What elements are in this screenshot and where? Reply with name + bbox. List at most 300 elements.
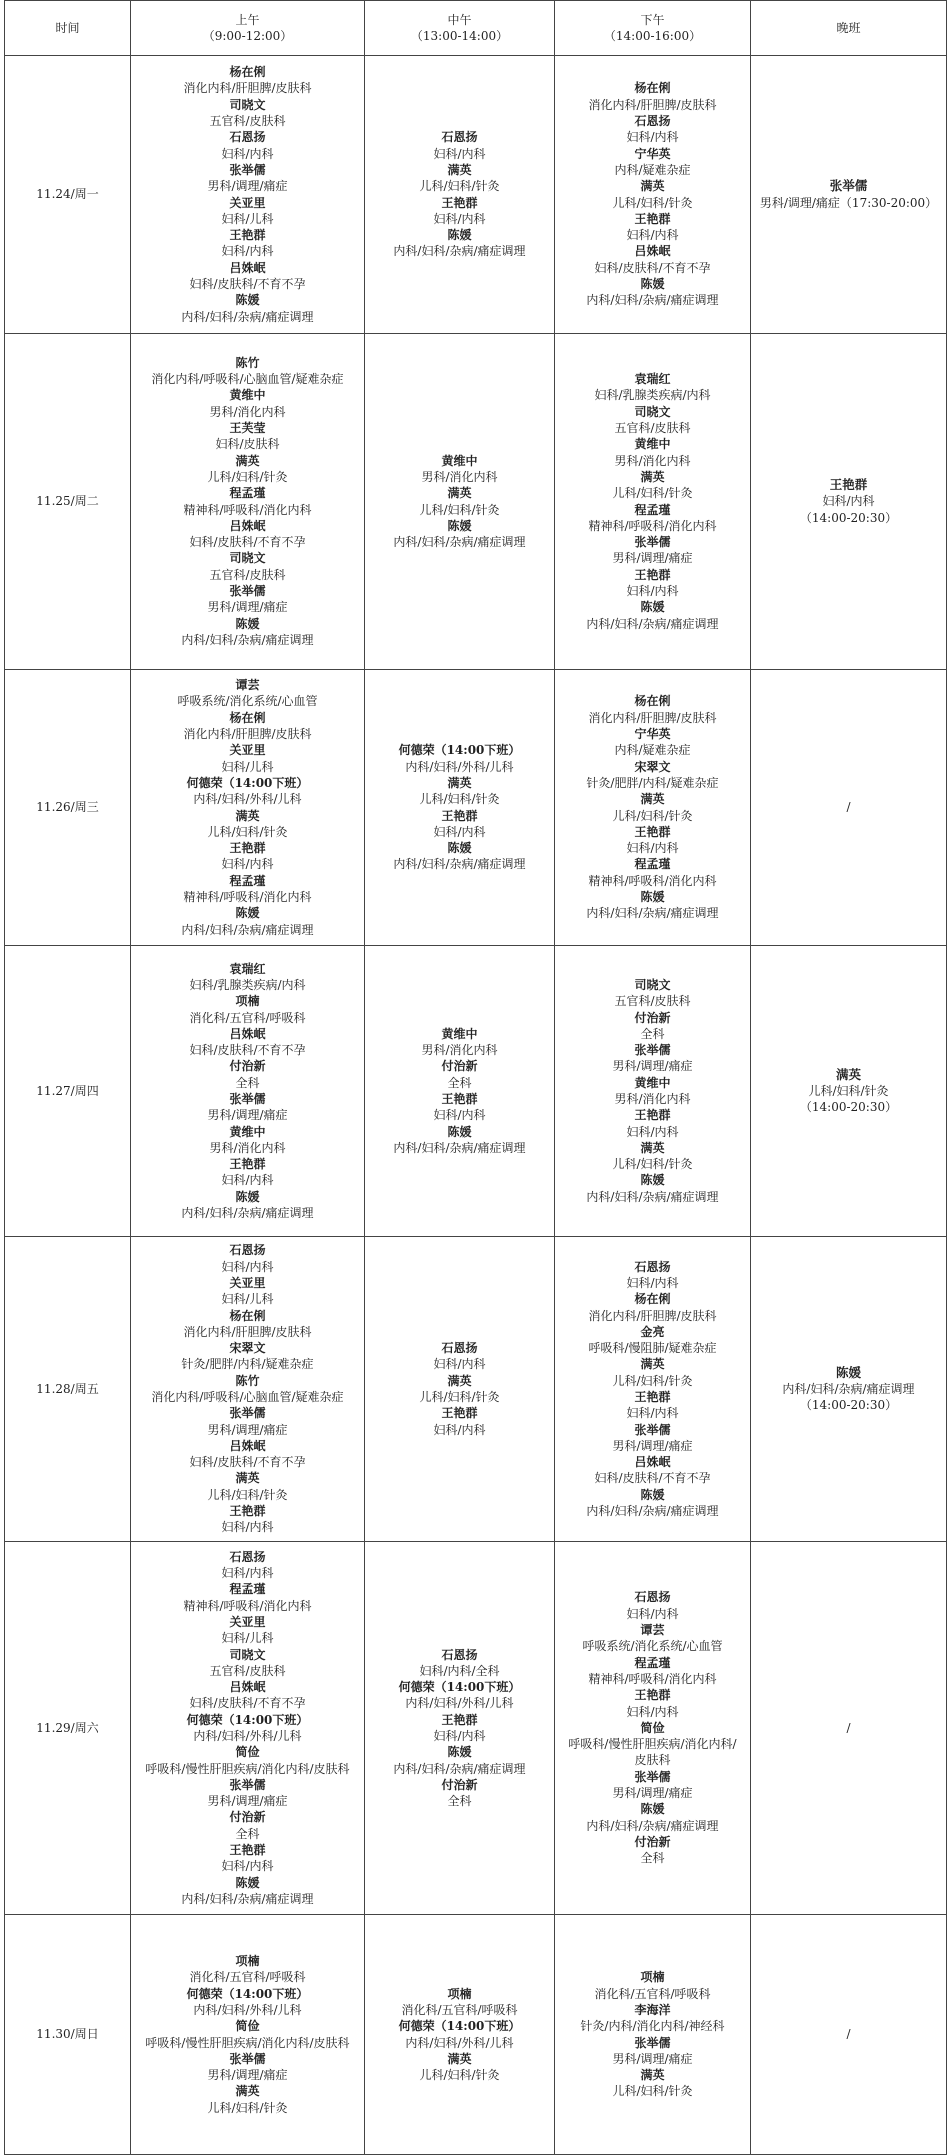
doctor-name: 付治新 — [441, 1777, 478, 1792]
doctor-dept: 妇科/内科 — [433, 1108, 486, 1123]
header-noon-label: 中午 — [447, 12, 472, 27]
doctor-name: 黄维中 — [229, 388, 266, 403]
doctor-name: 陈媛 — [640, 1802, 665, 1817]
header-am — [131, 1, 365, 56]
doctor-dept: 消化科/五官科/呼吸科 — [189, 1970, 306, 1985]
doctor-name: 吕姝岷 — [229, 518, 266, 533]
doctor-name: 石恩扬 — [229, 1243, 266, 1258]
doctor-dept: 内科/妇科/杂病/痛症调理 — [393, 857, 526, 872]
doctor-name: 吕姝岷 — [634, 1455, 671, 1470]
doctor-dept: 男科/消化内科 — [209, 1140, 286, 1155]
doctor-dept: 精神科/呼吸科/消化内科 — [588, 518, 717, 533]
header-row — [5, 1, 947, 56]
doctor-dept: 消化内科/肝胆脾/皮肤科 — [183, 727, 312, 742]
doctor-name: 满英 — [447, 1373, 472, 1388]
doctor-name: 杨在俐 — [229, 710, 266, 725]
doctor-dept: 妇科/儿科 — [221, 1292, 274, 1307]
doctor-dept: 消化内科/肝胆脾/皮肤科 — [588, 710, 717, 725]
doctor-dept: 消化内科/肝胆脾/皮肤科 — [183, 81, 312, 96]
date-cell — [5, 1915, 131, 2155]
doctor-dept: 儿科/妇科/针灸 — [419, 1390, 500, 1404]
doctor-name: 陈媛 — [640, 600, 665, 615]
doctor-dept: 妇科/内科 — [433, 824, 486, 839]
doctor-name: 王艳群 — [634, 1390, 671, 1404]
doctor-name: 陈媛 — [447, 1124, 472, 1139]
doctor-name: 司晓文 — [229, 551, 266, 566]
eve-cell — [751, 946, 947, 1237]
noon-cell — [365, 1915, 555, 2155]
doctor-name: 司晓文 — [634, 977, 671, 992]
schedule-body — [5, 56, 947, 2155]
header-pm — [555, 1, 751, 56]
doctor-dept: 消化科/五官科/呼吸科 — [189, 1010, 306, 1025]
pm-cell — [555, 56, 751, 334]
doctor-dept: 妇科/儿科 — [221, 759, 274, 774]
doctor-name: 简俭 — [235, 2019, 260, 2034]
doctor-name: 关亚里 — [229, 1275, 266, 1290]
doctor-dept: 儿科/妇科/针灸 — [419, 792, 500, 807]
eve-cell — [751, 1542, 947, 1915]
doctor-name: 张举儒 — [229, 1777, 266, 1792]
doctor-dept: 内科/妇科/杂病/痛症调理 — [181, 1206, 314, 1221]
doctor-name: 吕姝岷 — [229, 260, 266, 275]
doctor-dept: 全科 — [447, 1075, 472, 1090]
doctor-dept: 男科/调理/痛症 — [207, 1794, 288, 1809]
eve-cell — [751, 670, 947, 946]
doctor-name: 王艳群 — [634, 1688, 671, 1703]
doctor-dept: 妇科/皮肤科/不育不孕 — [594, 1471, 711, 1486]
doctor-name: 司晓文 — [229, 1647, 266, 1662]
doctor-name: 吕姝岷 — [229, 1680, 266, 1695]
doctor-dept: 妇科/内科 — [433, 1422, 486, 1437]
date-cell — [5, 1542, 131, 1915]
doctor-name: 张举儒 — [634, 535, 671, 550]
doctor-dept: 儿科/妇科/针灸 — [612, 808, 693, 823]
doctor-dept: 男科/调理/痛症 — [207, 2068, 288, 2083]
doctor-dept: 妇科/内科 — [626, 130, 679, 145]
doctor-name: 关亚里 — [229, 1614, 266, 1629]
doctor-dept: 消化内科/呼吸科/心脑血管/疑难杂症 — [151, 372, 344, 387]
doctor-dept: 男科/调理/痛症 — [612, 1786, 693, 1801]
doctor-dept: 呼吸科/慢性肝胆疾病/消化内科/皮肤科 — [145, 1761, 350, 1776]
doctor-name: 陈媛 — [447, 518, 472, 533]
doctor-name: 张举儒 — [229, 583, 266, 598]
schedule-row — [5, 334, 947, 670]
doctor-dept: 男科/调理/痛症 — [612, 1438, 693, 1453]
doctor-name: 王艳群 — [229, 1157, 266, 1172]
date-cell — [5, 670, 131, 946]
doctor-dept: 内科/妇科/外科/儿科 — [193, 2002, 302, 2017]
doctor-dept: 妇科/内科 — [221, 1259, 274, 1274]
doctor-dept: 精神科/呼吸科/消化内科 — [183, 889, 312, 904]
doctor-dept: 妇科/内科 — [221, 1520, 274, 1535]
doctor-dept: 儿科/妇科/针灸 — [612, 1157, 693, 1172]
doctor-dept: 妇科/儿科 — [221, 211, 274, 226]
doctor-name: 程孟瑾 — [634, 1655, 671, 1670]
doctor-name: 付治新 — [634, 1010, 671, 1025]
doctor-name: 杨在俐 — [634, 1292, 671, 1307]
doctor-dept: 妇科/内科 — [626, 583, 679, 598]
doctor-dept: 消化内科/肝胆脾/皮肤科 — [588, 1308, 717, 1323]
doctor-dept: 妇科/内科 — [433, 1357, 486, 1372]
doctor-dept: 男科/调理/痛症 — [207, 600, 288, 615]
doctor-name: 程孟瑾 — [634, 857, 671, 872]
header-pm-label: 下午 — [640, 12, 665, 27]
doctor-dept: 妇科/内科 — [433, 146, 486, 161]
doctor-dept: 男科/调理/痛症 — [207, 1108, 288, 1123]
doctor-name: 满英 — [235, 2084, 260, 2099]
header-time — [5, 1, 131, 56]
doctor-dept: 精神科/呼吸科/消化内科 — [588, 873, 717, 888]
doctor-dept: 妇科/内科 — [626, 1606, 679, 1621]
doctor-dept: 五官科/皮肤科 — [614, 421, 691, 436]
doctor-name: 满英 — [640, 179, 665, 194]
doctor-name: 王艳群 — [441, 195, 478, 210]
doctor-dept: 妇科/内科 — [221, 1566, 274, 1581]
doctor-dept: 妇科/儿科 — [221, 1631, 274, 1646]
shift-time: （14:00-20:30） — [799, 1398, 898, 1413]
doctor-name: 何德荣（14:00下班） — [186, 1986, 309, 2001]
doctor-name: 石恩扬 — [441, 1341, 478, 1356]
doctor-dept: 全科 — [640, 1851, 665, 1866]
doctor-name: 何德荣（14:00下班） — [186, 1712, 309, 1727]
doctor-name: 陈竹 — [235, 1373, 260, 1388]
doctor-dept: 呼吸系统/消化系统/心血管 — [582, 1639, 723, 1654]
am-cell — [131, 334, 365, 670]
doctor-name: 石恩扬 — [634, 1259, 671, 1274]
doctor-name: 陈媛 — [835, 1364, 861, 1380]
doctor-name: 王艳群 — [441, 1406, 478, 1421]
doctor-dept: 呼吸科/慢阻肺/疑难杂症 — [588, 1341, 717, 1356]
doctor-dept: 内科/妇科/杂病/痛症调理 — [181, 309, 314, 324]
doctor-dept: 妇科/内科 — [626, 1275, 679, 1290]
doctor-dept: 内科/妇科/杂病/痛症调理 — [393, 535, 526, 550]
am-cell — [131, 1237, 365, 1542]
doctor-dept: 全科 — [235, 1075, 260, 1090]
doctor-name: 项楠 — [640, 1970, 665, 1985]
doctor-name: 宁华英 — [634, 727, 671, 742]
doctor-name: 吕姝岷 — [229, 1438, 266, 1453]
doctor-dept: 针灸/肥胖/内科/疑难杂症 — [181, 1357, 314, 1372]
doctor-name: 王艳群 — [229, 1843, 266, 1858]
doctor-dept: 针灸/肥胖/内科/疑难杂症 — [586, 775, 719, 790]
doctor-dept: 内科/妇科/杂病/痛症调理 — [586, 1504, 719, 1519]
date-cell — [5, 334, 131, 670]
no-shift-marker: / — [846, 1720, 851, 1735]
doctor-name: 杨在俐 — [229, 65, 266, 80]
doctor-name: 项楠 — [447, 1986, 472, 2001]
doctor-name: 袁瑞红 — [634, 372, 671, 387]
date-label: 11.28/周五 — [36, 1381, 99, 1396]
doctor-name: 王艳群 — [229, 1504, 266, 1519]
doctor-dept: 儿科/妇科/针灸 — [612, 2084, 693, 2099]
doctor-name: 司晓文 — [634, 404, 671, 419]
noon-cell — [365, 946, 555, 1237]
doctor-dept: 皮肤科 — [634, 1753, 671, 1768]
doctor-name: 满英 — [447, 162, 472, 177]
doctor-name: 陈媛 — [235, 1189, 260, 1204]
doctor-name: 何德荣（14:00下班） — [398, 1680, 521, 1695]
doctor-dept: 妇科/内科 — [626, 228, 679, 243]
doctor-name: 王艳群 — [229, 841, 266, 856]
doctor-dept: 内科/妇科/杂病/痛症调理 — [586, 1818, 719, 1833]
doctor-dept: 儿科/妇科/针灸 — [612, 486, 693, 501]
doctor-dept: 妇科/内科 — [626, 841, 679, 856]
doctor-name: 吕姝岷 — [634, 244, 671, 259]
doctor-dept: 妇科/内科 — [822, 494, 875, 509]
doctor-name: 满英 — [447, 775, 472, 790]
doctor-dept: 呼吸科/慢性肝胆疾病/消化内科/ — [568, 1737, 737, 1752]
doctor-dept: 五官科/皮肤科 — [209, 567, 286, 582]
doctor-name: 满英 — [640, 1357, 665, 1372]
doctor-dept: 精神科/呼吸科/消化内科 — [183, 502, 312, 517]
doctor-dept: 全科 — [640, 1026, 665, 1041]
doctor-dept: 儿科/妇科/针灸 — [207, 469, 288, 484]
doctor-dept: 全科 — [235, 1826, 260, 1841]
doctor-name: 程孟瑾 — [229, 873, 266, 888]
doctor-dept: 五官科/皮肤科 — [209, 1663, 286, 1678]
pm-cell — [555, 1237, 751, 1542]
doctor-name: 何德荣（14:00下班） — [398, 743, 521, 758]
doctor-dept: 儿科/妇科/针灸 — [207, 1487, 288, 1502]
doctor-dept: 内科/妇科/杂病/痛症调理 — [393, 244, 526, 259]
doctor-name: 袁瑞红 — [229, 961, 266, 976]
doctor-name: 满英 — [235, 808, 260, 823]
date-cell — [5, 56, 131, 334]
doctor-name: 张举儒 — [634, 1043, 671, 1058]
doctor-dept: 内科/妇科/杂病/痛症调理 — [181, 1891, 314, 1906]
doctor-name: 杨在俐 — [229, 1308, 266, 1323]
doctor-name: 陈媛 — [447, 1745, 472, 1760]
doctor-name: 黄维中 — [229, 1124, 266, 1139]
doctor-dept: 妇科/内科 — [626, 1406, 679, 1421]
doctor-name: 付治新 — [634, 1834, 671, 1849]
doctor-name: 何德荣（14:00下班） — [398, 2019, 521, 2034]
doctor-dept: 儿科/妇科/针灸 — [419, 2068, 500, 2083]
doctor-name: 黄维中 — [634, 1075, 671, 1090]
noon-cell — [365, 56, 555, 334]
doctor-name: 王艳群 — [634, 824, 671, 839]
doctor-name: 李海洋 — [634, 2002, 671, 2017]
doctor-name: 石恩扬 — [634, 114, 671, 129]
schedule-row — [5, 670, 947, 946]
doctor-dept: 妇科/皮肤科/不育不孕 — [594, 260, 711, 275]
doctor-dept: 内科/妇科/外科/儿科 — [405, 2035, 514, 2050]
doctor-dept: 妇科/皮肤科 — [215, 437, 280, 452]
doctor-dept: 内科/妇科/杂病/痛症调理 — [393, 1140, 526, 1155]
doctor-dept: 儿科/妇科/针灸 — [612, 195, 693, 210]
doctor-dept: 五官科/皮肤科 — [614, 994, 691, 1009]
doctor-dept: 男科/调理/痛症 — [207, 179, 288, 194]
doctor-name: 王艳群 — [441, 1092, 478, 1106]
doctor-name: 石恩扬 — [229, 1549, 266, 1564]
doctor-name: 满英 — [640, 2068, 665, 2083]
doctor-dept: 精神科/呼吸科/消化内科 — [183, 1598, 312, 1613]
doctor-name: 简俭 — [235, 1745, 260, 1760]
doctor-dept: 儿科/妇科/针灸 — [612, 1373, 693, 1388]
doctor-dept: 内科/妇科/杂病/痛症调理 — [393, 1761, 526, 1776]
doctor-dept: 妇科/内科 — [626, 1704, 679, 1719]
doctor-dept: 呼吸科/慢性肝胆疾病/消化内科/皮肤科 — [145, 2035, 350, 2050]
doctor-dept: 精神科/呼吸科/消化内科 — [588, 1671, 717, 1686]
schedule-row — [5, 56, 947, 334]
noon-cell — [365, 670, 555, 946]
doctor-dept: 妇科/内科 — [221, 1173, 274, 1188]
doctor-dept: 妇科/内科 — [433, 211, 486, 226]
doctor-name: 金亮 — [640, 1324, 665, 1339]
doctor-name: 谭芸 — [640, 1623, 665, 1638]
header-eve-label: 晚班 — [836, 20, 861, 35]
doctor-dept: 内科/妇科/杂病/痛症调理 — [181, 632, 314, 647]
schedule-row — [5, 1542, 947, 1915]
eve-cell — [751, 56, 947, 334]
doctor-dept: 内科/妇科/外科/儿科 — [193, 792, 302, 807]
doctor-name: 项楠 — [235, 994, 260, 1009]
doctor-dept: 针灸/内科/消化内科/神经科 — [580, 2019, 725, 2034]
doctor-dept: 妇科/皮肤科/不育不孕 — [189, 1043, 306, 1058]
doctor-name: 石恩扬 — [634, 1590, 671, 1605]
doctor-dept: 儿科/妇科/针灸 — [207, 824, 288, 839]
doctor-dept: 男科/调理/痛症 — [612, 1059, 693, 1074]
doctor-name: 付治新 — [441, 1059, 478, 1074]
doctor-name: 王艳群 — [829, 477, 868, 493]
noon-cell — [365, 1542, 555, 1915]
doctor-dept: 妇科/乳腺类疾病/内科 — [594, 388, 711, 403]
doctor-dept: 妇科/皮肤科/不育不孕 — [189, 1455, 306, 1470]
date-label: 11.24/周一 — [36, 187, 99, 202]
doctor-dept: 妇科/内科 — [626, 1124, 679, 1139]
doctor-dept: 妇科/内科 — [221, 146, 274, 161]
doctor-dept: 妇科/内科 — [221, 244, 274, 259]
eve-cell — [751, 1237, 947, 1542]
doctor-dept: 消化科/五官科/呼吸科 — [594, 1986, 711, 2001]
doctor-name: 陈媛 — [235, 293, 260, 308]
doctor-dept: 男科/消化内科 — [421, 469, 498, 484]
shift-time: （14:00-20:30） — [799, 510, 898, 525]
doctor-dept: 妇科/内科 — [221, 1859, 274, 1874]
schedule-row — [5, 1915, 947, 2155]
doctor-dept: 全科 — [447, 1794, 472, 1809]
doctor-name: 张举儒 — [634, 1422, 671, 1437]
doctor-dept: 妇科/皮肤科/不育不孕 — [189, 1696, 306, 1711]
doctor-name: 王艳群 — [634, 211, 671, 226]
date-label: 11.25/周二 — [36, 494, 99, 509]
doctor-name: 陈媛 — [640, 276, 665, 291]
doctor-name: 满英 — [235, 1471, 260, 1486]
doctor-dept: 内科/妇科/杂病/痛症调理 — [586, 293, 719, 308]
doctor-name: 项楠 — [235, 1954, 260, 1969]
doctor-name: 满英 — [447, 2051, 472, 2066]
doctor-name: 程孟瑾 — [229, 1582, 266, 1597]
header-am-hours: （9:00-12:00） — [202, 29, 293, 43]
shift-time: （14:00-20:30） — [799, 1100, 898, 1115]
doctor-dept: 儿科/妇科/针灸 — [808, 1083, 889, 1098]
doctor-dept: 妇科/皮肤科/不育不孕 — [189, 535, 306, 550]
doctor-name: 陈媛 — [640, 889, 665, 904]
doctor-name: 石恩扬 — [441, 1647, 478, 1662]
doctor-name: 满英 — [640, 792, 665, 807]
doctor-name: 张举儒 — [229, 1092, 266, 1106]
date-label: 11.30/周日 — [36, 2027, 99, 2042]
doctor-name: 程孟瑾 — [229, 486, 266, 501]
doctor-dept: 五官科/皮肤科 — [209, 114, 286, 129]
doctor-dept: 消化内科/肝胆脾/皮肤科 — [588, 97, 717, 112]
doctor-dept: 男科/消化内科 — [421, 1043, 498, 1058]
doctor-name: 何德荣（14:00下班） — [186, 775, 309, 790]
doctor-dept: 内科/妇科/杂病/痛症调理 — [586, 616, 719, 631]
schedule-row — [5, 946, 947, 1237]
date-label: 11.26/周三 — [36, 800, 99, 815]
doctor-name: 关亚里 — [229, 743, 266, 758]
doctor-dept: 儿科/妇科/针灸 — [419, 502, 500, 517]
date-label: 11.27/周四 — [36, 1083, 99, 1098]
doctor-name: 宁华英 — [634, 146, 671, 161]
doctor-dept: 消化科/五官科/呼吸科 — [401, 2002, 518, 2017]
doctor-dept: 内科/妇科/外科/儿科 — [405, 759, 514, 774]
doctor-name: 杨在俐 — [634, 694, 671, 709]
doctor-dept: 内科/妇科/杂病/痛症调理 — [181, 922, 314, 937]
doctor-name: 满英 — [835, 1066, 861, 1082]
doctor-dept: 妇科/内科 — [221, 857, 274, 872]
pm-cell — [555, 670, 751, 946]
doctor-name: 陈竹 — [235, 355, 260, 370]
eve-cell — [751, 334, 947, 670]
doctor-name: 黄维中 — [634, 437, 671, 452]
eve-cell — [751, 1915, 947, 2155]
doctor-name: 陈媛 — [447, 841, 472, 856]
doctor-name: 王艳群 — [441, 808, 478, 823]
doctor-name: 关亚里 — [229, 195, 266, 210]
doctor-dept: 内科/妇科/杂病/痛症调理 — [782, 1381, 915, 1396]
doctor-name: 王艳群 — [634, 1108, 671, 1123]
doctor-name: 王艳群 — [229, 228, 266, 243]
date-cell — [5, 1237, 131, 1542]
schedule-table — [4, 0, 947, 2155]
no-shift-marker: / — [846, 800, 851, 815]
doctor-name: 石恩扬 — [229, 130, 266, 145]
pm-cell — [555, 1915, 751, 2155]
doctor-dept: 男科/消化内科 — [614, 453, 691, 468]
doctor-name: 石恩扬 — [441, 130, 478, 145]
doctor-dept: 妇科/乳腺类疾病/内科 — [189, 977, 306, 992]
doctor-name: 王艳群 — [634, 567, 671, 582]
am-cell — [131, 56, 365, 334]
am-cell — [131, 1915, 365, 2155]
doctor-name: 吕姝岷 — [229, 1026, 266, 1041]
doctor-name: 张举儒 — [634, 1769, 671, 1784]
no-shift-marker: / — [846, 2027, 851, 2042]
doctor-name: 宋翠文 — [634, 759, 671, 774]
am-cell — [131, 1542, 365, 1915]
doctor-dept: 内科/疑难杂症 — [614, 162, 691, 177]
doctor-name: 程孟瑾 — [634, 502, 671, 517]
doctor-name: 宋翠文 — [229, 1341, 266, 1356]
doctor-dept: 男科/消化内科 — [209, 404, 286, 419]
doctor-dept: 男科/调理/痛症 — [612, 2051, 693, 2066]
doctor-dept: 内科/妇科/杂病/痛症调理 — [586, 906, 719, 921]
doctor-dept: 妇科/内科 — [433, 1729, 486, 1743]
doctor-name: 简俭 — [640, 1720, 665, 1735]
doctor-name: 满英 — [640, 1140, 665, 1155]
noon-cell — [365, 334, 555, 670]
doctor-name: 司晓文 — [229, 97, 266, 112]
doctor-name: 陈媛 — [447, 228, 472, 243]
doctor-dept: 儿科/妇科/针灸 — [419, 179, 500, 194]
doctor-name: 陈媛 — [235, 906, 260, 921]
doctor-name: 杨在俐 — [634, 81, 671, 96]
doctor-name: 陈媛 — [640, 1487, 665, 1502]
doctor-dept: 妇科/皮肤科/不育不孕 — [189, 276, 306, 291]
